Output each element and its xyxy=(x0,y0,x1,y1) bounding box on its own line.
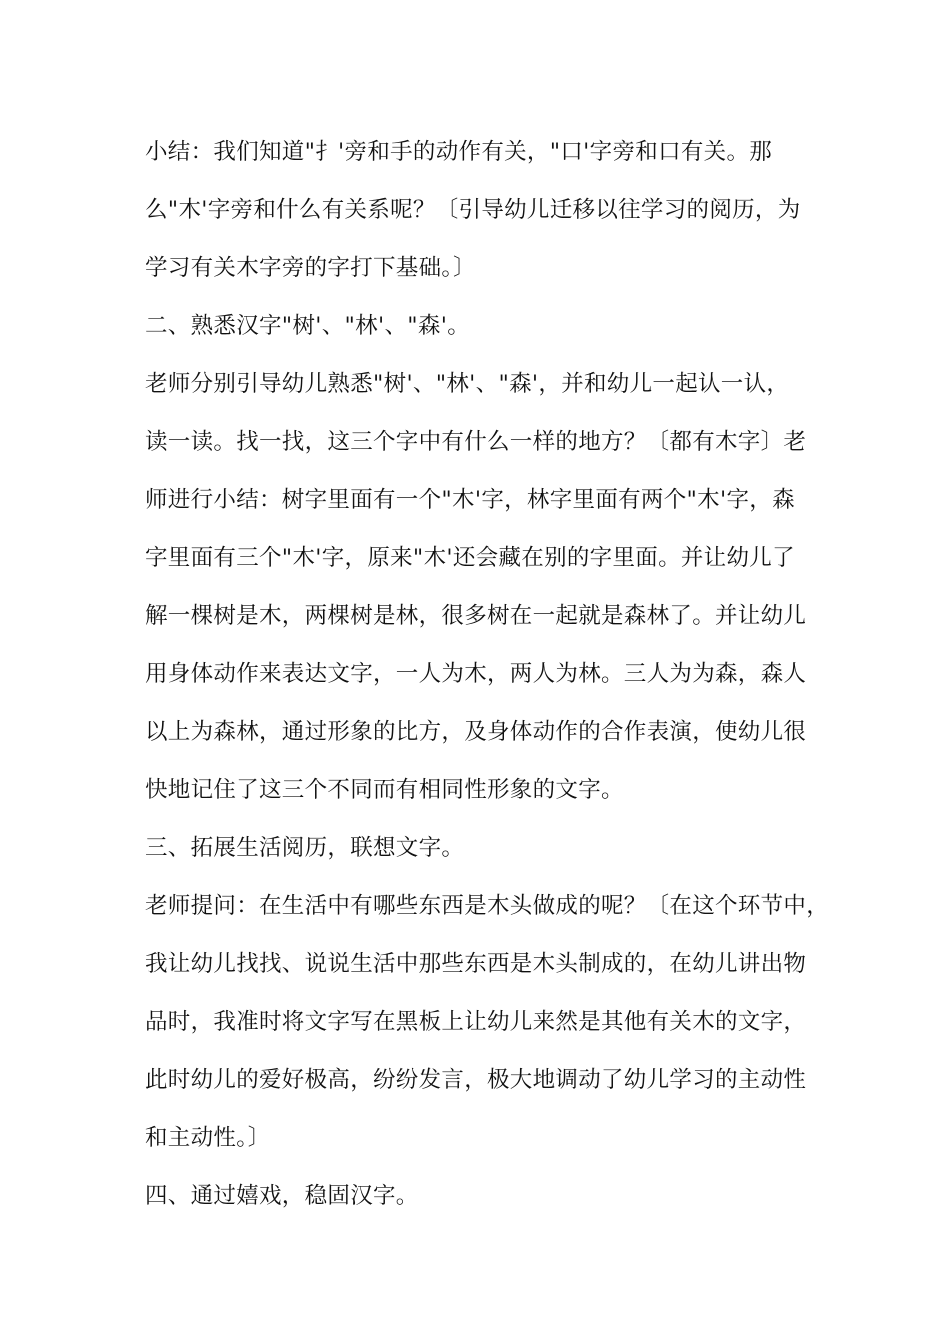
text-line: 我让幼儿找找、说说生活中那些东西是木头制成的，在幼儿讲出物 xyxy=(145,951,807,977)
section-heading: 三、拓展生活阅历，联想文字。 xyxy=(145,835,465,861)
text-line: 此时幼儿的爱好极高，纷纷发言，极大地调动了幼儿学习的主动性 xyxy=(145,1067,807,1093)
text-line: 用身体动作来表达文字，一人为木，两人为林。三人为为森，森人 xyxy=(145,661,807,687)
text-line: 么"木'字旁和什么有关系呢？〔引导幼儿迁移以往学习的阅历，为 xyxy=(145,197,801,223)
text-line: 小结：我们知道"扌'旁和手的动作有关，"口'字旁和口有关。那 xyxy=(145,139,773,165)
text-line: 字里面有三个"木'字，原来"木'还会藏在别的字里面。并让幼儿了 xyxy=(145,545,795,571)
text-line: 和主动性。〕 xyxy=(145,1125,271,1151)
text-line: 以上为森林，通过形象的比方，及身体动作的合作表演，使幼儿很 xyxy=(145,719,807,745)
text-line: 快地记住了这三个不同而有相同性形象的文字。 xyxy=(145,777,624,803)
text-line: 学习有关木字旁的字打下基础。〕 xyxy=(145,255,476,281)
text-line: 读一读。找一找，这三个字中有什么一样的地方？〔都有木字〕老 xyxy=(145,429,807,455)
text-line: 师进行小结：树字里面有一个"木'字，林字里面有两个"木'字，森 xyxy=(145,487,795,513)
text-line: 解一棵树是木，两棵树是林，很多树在一起就是森林了。并让幼儿 xyxy=(145,603,807,629)
text-line: 老师提问：在生活中有哪些东西是木头做成的呢？〔在这个环节中， xyxy=(145,893,830,919)
text-line: 老师分别引导幼儿熟悉"树'、"林'、"森'，并和幼儿一起认一认， xyxy=(145,371,790,397)
section-heading: 四、通过嬉戏，稳固汉字。 xyxy=(145,1183,419,1209)
text-line: 品时，我准时将文字写在黑板上让幼儿来然是其他有关木的文字， xyxy=(145,1009,807,1035)
section-heading: 二、熟悉汉字"树'、"林'、"森'。 xyxy=(145,313,471,339)
